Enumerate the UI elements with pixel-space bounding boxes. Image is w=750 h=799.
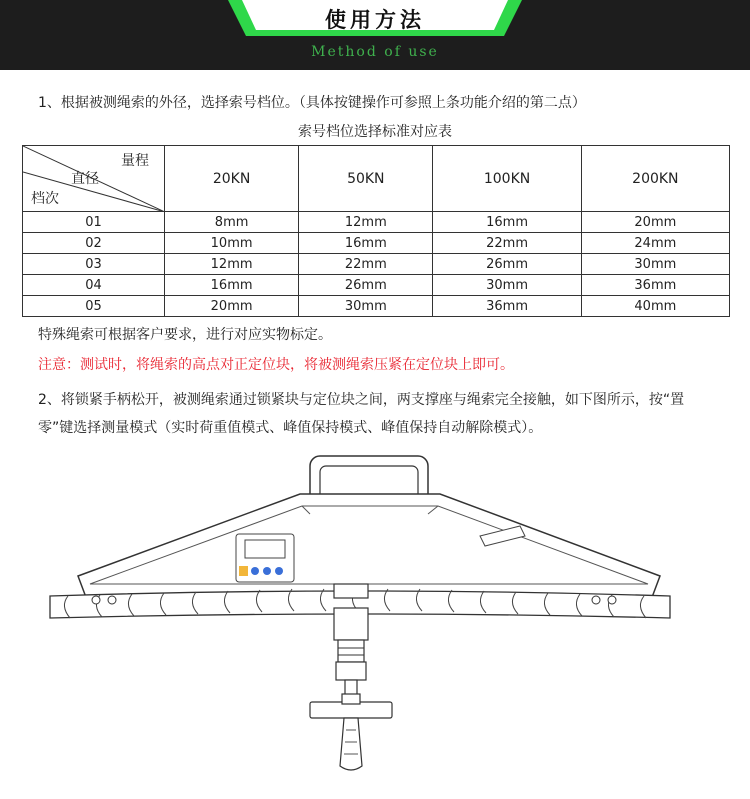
warning-note: 注意：测试时，将绳索的高点对正定位块，将被测绳索压紧在定位块上即可。 [38,357,514,373]
header-banner [0,0,750,70]
gear-cell: 02 [23,233,165,254]
value-cell: 30mm [433,275,581,296]
value-cell: 20mm [165,296,299,317]
value-cell: 16mm [299,233,433,254]
value-cell: 36mm [433,296,581,317]
table-header-row [23,146,730,212]
value-cell: 26mm [433,254,581,275]
special-rope-note: 特殊绳索可根据客户要求，进行对应实物标定。 [38,327,332,343]
column-header: 50KN [299,146,433,212]
value-cell: 20mm [581,212,729,233]
corner-label-diameter: 直径 [71,171,99,187]
page-subtitle: Method of use [311,44,439,60]
value-cell: 8mm [165,212,299,233]
table-row [23,212,730,233]
value-cell: 30mm [299,296,433,317]
column-header: 200KN [581,146,729,212]
value-cell: 12mm [165,254,299,275]
value-cell: 26mm [299,275,433,296]
table-row [23,275,730,296]
table-corner-cell [23,146,165,212]
table-caption: 索号档位选择标准对应表 [298,124,452,140]
gear-cell: 01 [23,212,165,233]
value-cell: 16mm [433,212,581,233]
corner-label-gear: 档次 [31,191,59,207]
step-1-text: 1、根据被测绳索的外径，选择索号档位。（具体按键操作可参照上条功能介绍的第二点） [38,95,586,111]
table-row [23,296,730,317]
value-cell: 10mm [165,233,299,254]
corner-label-range: 量程 [121,153,149,169]
value-cell: 12mm [299,212,433,233]
value-cell: 16mm [165,275,299,296]
value-cell: 30mm [581,254,729,275]
page-title: 使用方法 [325,8,425,32]
tension-meter-illustration [40,448,680,778]
column-header: 100KN [433,146,581,212]
table-row [23,233,730,254]
gear-cell: 03 [23,254,165,275]
column-header: 20KN [165,146,299,212]
gear-spec-table [22,145,730,317]
step-2-text: 2、将锁紧手柄松开，被测绳索通过锁紧块与定位块之间，两支撑座与绳索完全接触，如下图所示，按“置零”键选择测量模式（实时荷重值模式、峰值保持模式、峰值保持自动解除模式）。 [38,392,685,436]
value-cell: 24mm [581,233,729,254]
gear-cell: 05 [23,296,165,317]
value-cell: 36mm [581,275,729,296]
value-cell: 40mm [581,296,729,317]
value-cell: 22mm [433,233,581,254]
gear-cell: 04 [23,275,165,296]
table-row [23,254,730,275]
value-cell: 22mm [299,254,433,275]
